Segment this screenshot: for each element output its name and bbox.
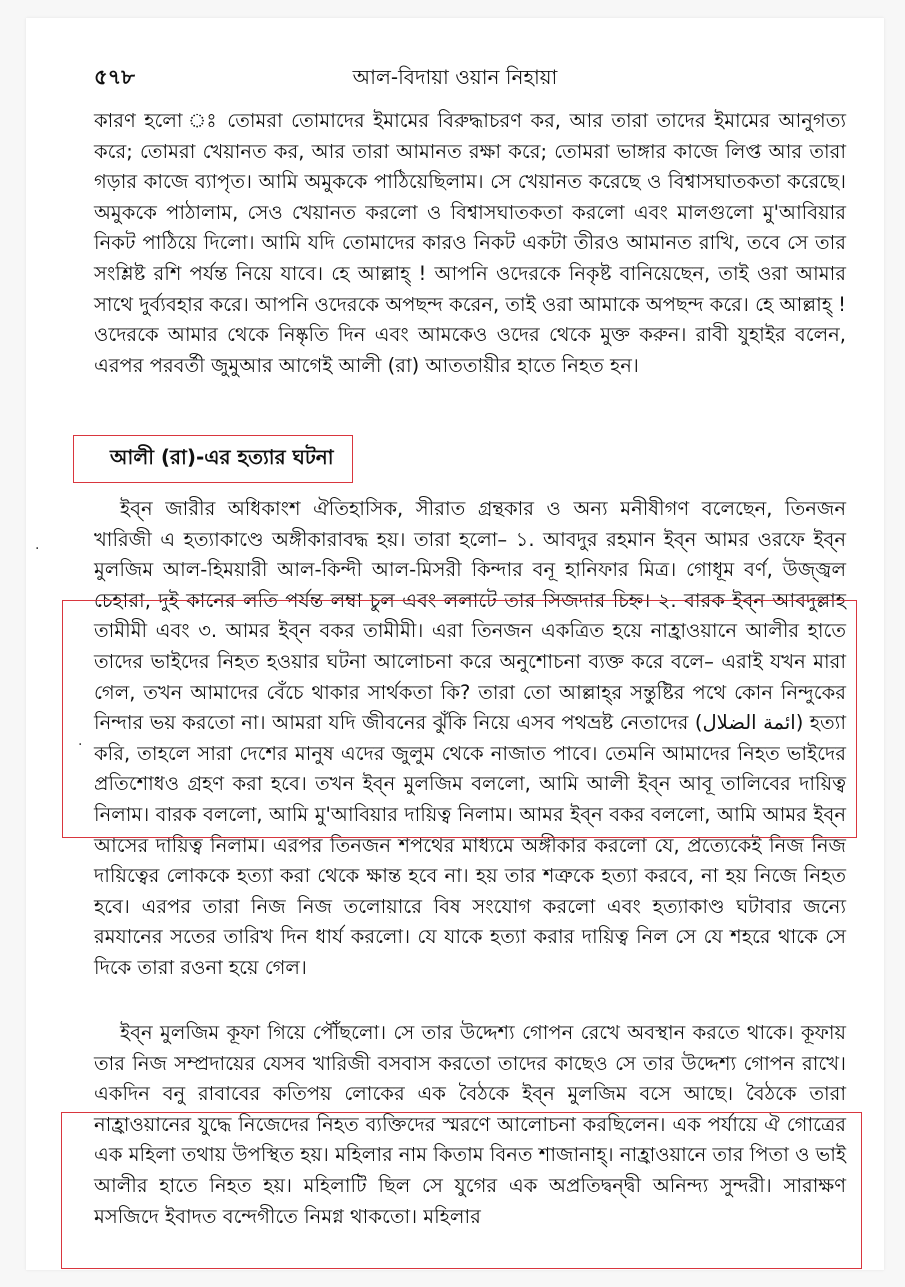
running-title: আল-বিদায়া ওয়ান নিহায়া xyxy=(352,65,558,89)
highlight-box-bottom xyxy=(61,1112,862,1269)
margin-mark: · xyxy=(35,541,40,557)
book-page xyxy=(26,18,884,1270)
margin-mark: · xyxy=(78,737,83,753)
paragraph-2: ইব্ন জারীর অধিকাংশ ঐতিহাসিক, সীরাত গ্রন্থকার ও অন্য মনীষীগণ বলেছেন, তিনজন খারিজী এ হত্যাকাণ্ডে অঙ্গীকারাবদ্ধ হয়। তারা হলো– ১. আবদুর রহমান ইব্ন আমর ওরফে ইব্ন মুলজিম আল-হিময়ারী আল-কিন্দী আল-মিসরী কিন্দার বনূ হানিফার মিত্র। গোধূম বর্ণ, উজ্জ্বল চেহারা, দুই কানের লতি পর্যন্ত লম্বা চুল এবং ললাটে তার সিজদার চিহ্ন। ২. বারক ইব্ন আবদুল্লাহ তামীমী এবং ৩. আমর ইব্ন বকর তামীমী। এরা তিনজন একত্রিত হয়ে নাহ্রাওয়ানে আলীর হাতে তাদের ভাইদের নিহত হওয়ার ঘটনা আলোচনা করে অনুশোচনা ব্যক্ত করে বলে– এরাই যখন মারা গেল, তখন আমাদের বেঁচে থাকার সার্থকতা কি? তারা তো আল্লাহ্‌র সন্তুষ্টির পথে কোন নিন্দুকের নিন্দার ভয় করতো না। আমরা যদি জীবনের ঝুঁকি নিয়ে এসব পথভ্রষ্ট নেতাদের (ائمة الضلال) হত্যা করি, তাহলে সারা দেশের মানুষ এদের জুলুম থেকে নাজাত পাবে। তেমনি আমাদের নিহত ভাইদের প্রতিশোধও গ্রহণ করা হবে। তখন ইব্ন মুলজিম বললো, আমি আলী ইব্ন আবূ তালিবের দায়িত্ব নিলাম। বারক বললো, আমি মু'আবিয়ার দায়িত্ব নিলাম। আমর ইব্ন বকর বললো, আমি আমর ইব্ন আসের দায়িত্ব নিলাম। এরপর তিনজন শপথের মাধ্যমে অঙ্গীকার করলো যে, প্রত্যেকেই নিজ নিজ দায়িত্বের লোককে হত্যা করা থেকে ক্ষান্ত হবে না। হয় তার শত্রুকে হত্যা করবে, না হয় নিজে নিহত হবে। এরপর তারা নিজ নিজ তলোয়ারে বিষ সংযোগ করলো এবং হত্যাকাণ্ড ঘটাবার জন্যে রমযানের সতের তারিখ দিন ধার্য করলো। যে যাকে হত্যা করার দায়িত্ব নিল সে যে শহরে থাকে সে দিকে তারা রওনা হয়ে গেল। xyxy=(94,497,846,979)
page-header xyxy=(26,62,884,94)
page-number: ৫৭৮ xyxy=(94,65,135,89)
section-heading: আলী (রা)-এর হত্যার ঘটনা xyxy=(110,445,334,469)
paragraph-3: ইব্ন মুলজিম কূফা গিয়ে পৌঁছলো। সে তার উদ্দেশ্য গোপন রেখে অবস্থান করতে থাকে। কূফায় তার নিজ সম্প্রদায়ের যেসব খারিজী বসবাস করতো তাদের কাছেও সে তার উদ্দেশ্য গোপন রাখে। একদিন বনু রাবাবের কতিপয় লোকের এক বৈঠকে ইব্ন মুলজিম বসে আছে। বৈঠকে তারা নাহ্রাওয়ানের যুদ্ধে নিজেদের নিহত ব্যক্তিদের স্মরণে আলোচনা করছিলেন। এক পর্যায়ে ঐ গোত্রের এক মহিলা তথায় উপস্থিত হয়। মহিলার নাম কিতাম বিনত শাজানাহ্। নাহ্রাওয়ানে তার পিতা ও ভাই আলীর হাতে নিহত হয়। মহিলাটি ছিল সে যুগের এক অপ্রতিদ্বন্দ্বী অনিন্দ্য সুন্দরী। সারাক্ষণ মসজিদে ইবাদত বন্দেগীতে নিমগ্ন থাকতো। মহিলার xyxy=(94,1021,846,1228)
heading-highlight-box xyxy=(73,435,353,483)
highlight-box-middle xyxy=(62,600,857,838)
paragraph-1: কারণ হলো ঃ তোমরা তোমাদের ইমামের বিরুদ্ধাচরণ কর, আর তারা তাদের ইমামের আনুগত্য করে; তোমরা খেয়ানত কর, আর তারা আমানত রক্ষা করে; তোমরা ভাঙ্গার কাজে লিপ্ত আর তারা গড়ার কাজে ব্যাপৃত। আমি অমুককে পাঠিয়েছিলাম। সে খেয়ানত করেছে ও বিশ্বাসঘাতকতা করেছে। অমুককে পাঠালাম, সেও খেয়ানত করলো ও বিশ্বাসঘাতকতা করলো এবং মালগুলো মু'আবিয়ার নিকট পাঠিয়ে দিলো। আমি যদি তোমাদের কারও নিকট একটা তীরও আমানত রাখি, তবে সে তার সংশ্লিষ্ট রশি পর্যন্ত নিয়ে যাবে। হে আল্লাহ্ ! আপনি ওদেরকে নিকৃষ্ট বানিয়েছেন, তাই ওরা আমার সাথে দুর্ব্যবহার করে। আপনি ওদেরকে অপছন্দ করেন, তাই ওরা আমাকে অপছন্দ করে। হে আল্লাহ্ ! ওদেরকে আমার থেকে নিষ্কৃতি দিন এবং আমকেও ওদের থেকে মুক্ত করুন। রাবী যুহাইর বলেন, এরপর পরবর্তী জুমুআর আগেই আলী (রা) আততায়ীর হাতে নিহত হন। xyxy=(94,109,846,377)
